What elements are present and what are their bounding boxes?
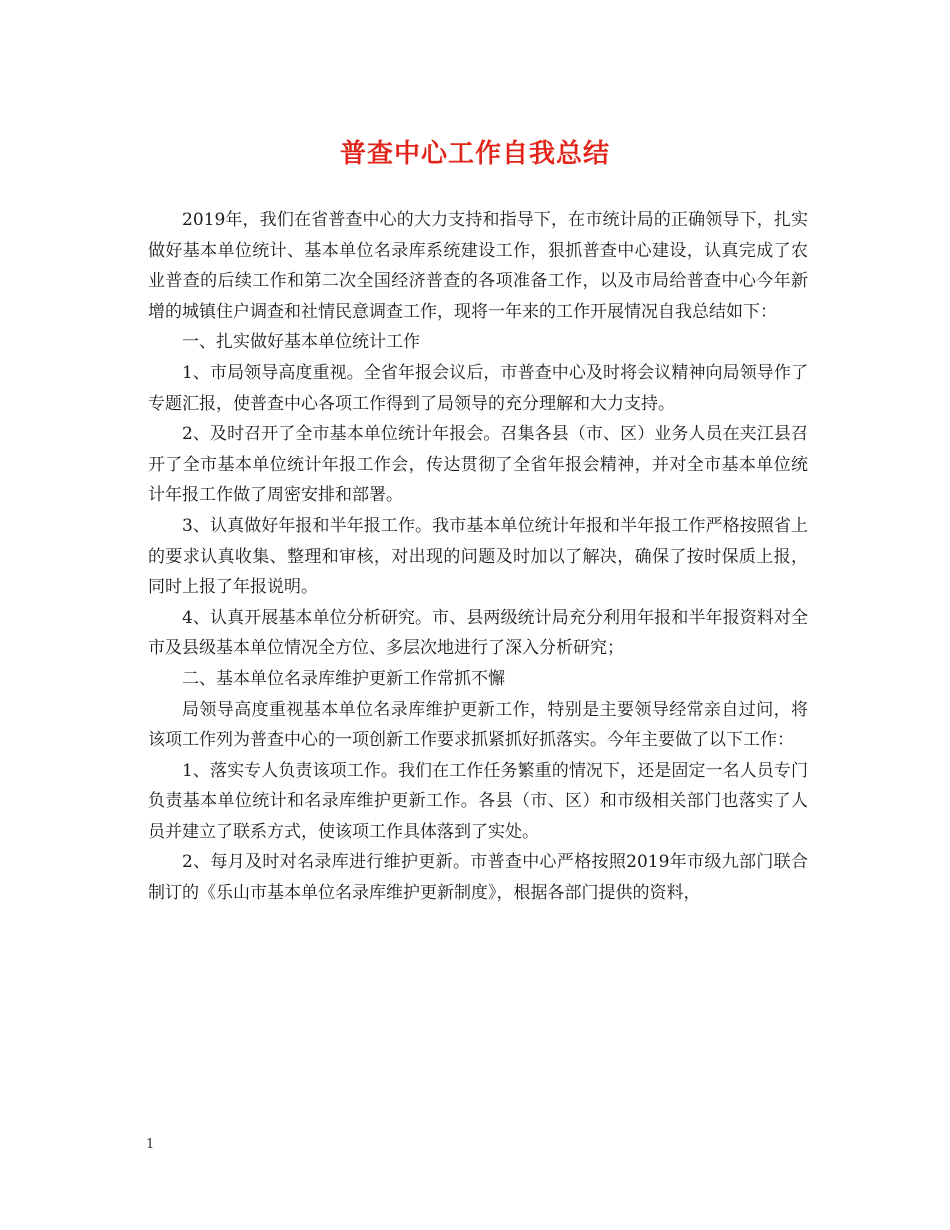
paragraph-item-2-1: 1、落实专人负责该项工作。我们在工作任务繁重的情况下，还是固定一名人员专门负责基本单位统计和名录库维护更新工作。各县（市、区）和市级相关部门也落实了人员并建立了联系方式，使该项工作具体落到了实处。 (148, 760, 808, 842)
page-number: 1 (146, 1137, 155, 1152)
paragraph-item-1-4: 4、认真开展基本单位分析研究。市、县两级统计局充分利用年报和半年报资料对全市及县级基本单位情况全方位、多层次地进行了深入分析研究； (148, 607, 808, 659)
document-body (148, 205, 808, 909)
paragraph-item-1-3: 3、认真做好年报和半年报工作。我市基本单位统计年报和半年报工作严格按照省上的要求认真收集、整理和审核，对出现的问题及时加以了解决，确保了按时保质上报，同时上报了年报说明。 (148, 515, 808, 598)
section-heading-1: 一、扎实做好基本单位统计工作 (182, 332, 420, 353)
paragraph-section-2-intro: 局领导高度重视基本单位名录库维护更新工作，特别是主要领导经常亲自过问，将该项工作列为普查中心的一项创新工作要求抓紧抓好抓落实。今年主要做了以下工作： (148, 699, 808, 751)
paragraph-intro: 2019年，我们在省普查中心的大力支持和指导下，在市统计局的正确领导下，扎实做好基本单位统计、基本单位名录库系统建设工作，狠抓普查中心建设，认真完成了农业普查的后续工作和第二次全国经济普查的各项准备工作，以及市局给普查中心今年新增的城镇住户调查和社情民意调查工作，现将一年来的工作开展情况自我总结如下： (148, 210, 808, 322)
document-title: 普查中心工作自我总结 (339, 139, 610, 169)
paragraph-item-1-2: 2、及时召开了全市基本单位统计年报会。召集各县（市、区）业务人员在夹江县召开了全市基本单位统计年报工作会，传达贯彻了全省年报会精神，并对全市基本单位统计年报工作做了周密安排和部署。 (148, 424, 808, 506)
section-heading-2: 二、基本单位名录库维护更新工作常抓不懈 (182, 668, 505, 689)
paragraph-item-1-1: 1、市局领导高度重视。全省年报会议后，市普查中心及时将会议精神向局领导作了专题汇报，使普查中心各项工作得到了局领导的充分理解和大力支持。 (148, 362, 808, 414)
paragraph-item-2-2: 2、每月及时对名录库进行维护更新。市普查中心严格按照2019年市级九部门联合制订的《乐山市基本单位名录库维护更新制度》，根据各部门提供的资料， (148, 852, 808, 904)
